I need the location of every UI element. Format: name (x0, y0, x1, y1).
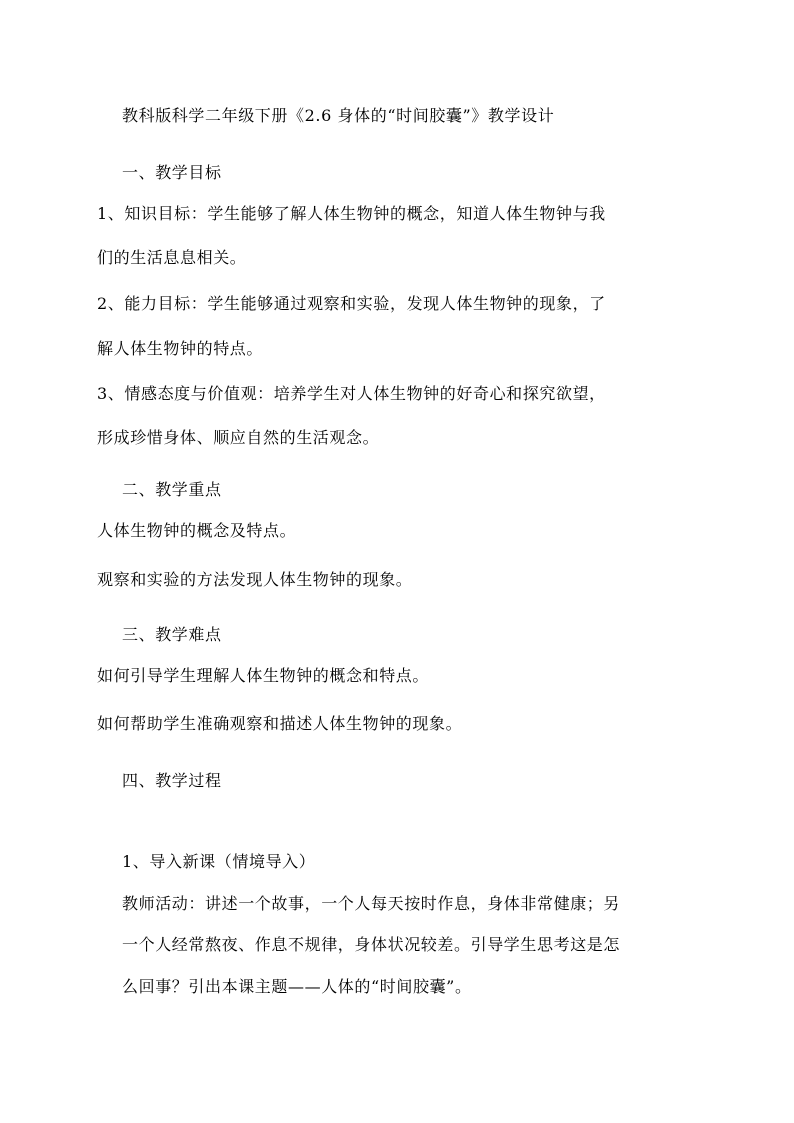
section-heading-difficulties: 三、教学难点 (122, 625, 222, 644)
section-heading-objectives: 一、教学目标 (122, 163, 222, 182)
document-title: 教科版科学二年级下册《2.6 身体的“时间胶囊”》教学设计 (122, 106, 555, 125)
difficulty-1: 如何引导学生理解人体生物钟的概念和特点。 (97, 666, 430, 685)
key-point-1: 人体生物钟的概念及特点。 (97, 521, 297, 540)
objective-3-line-2: 形成珍惜身体、顺应自然的生活观念。 (97, 428, 380, 447)
objective-1-line-1: 1、知识目标：学生能够了解人体生物钟的概念，知道人体生物钟与我 (97, 204, 606, 223)
objective-2-line-2: 解人体生物钟的特点。 (97, 339, 264, 358)
process-step-1-line-2: 一个人经常熬夜、作息不规律，身体状况较差。引导学生思考这是怎 (122, 935, 621, 954)
objective-3-line-1: 3、情感态度与价值观：培养学生对人体生物钟的好奇心和探究欲望， (97, 384, 606, 403)
section-heading-process: 四、教学过程 (122, 771, 222, 790)
difficulty-2: 如何帮助学生准确观察和描述人体生物钟的现象。 (97, 714, 463, 733)
process-step-1-heading: 1、导入新课（情境导入） (122, 852, 316, 871)
objective-1-line-2: 们的生活息息相关。 (97, 248, 247, 267)
section-heading-key-points: 二、教学重点 (122, 480, 222, 499)
process-step-1-line-3: 么回事？引出本课主题——人体的“时间胶囊”。 (122, 977, 472, 996)
objective-2-line-1: 2、能力目标：学生能够通过观察和实验，发现人体生物钟的现象，了 (97, 294, 606, 313)
key-point-2: 观察和实验的方法发现人体生物钟的现象。 (97, 570, 413, 589)
process-step-1-line-1: 教师活动：讲述一个故事，一个人每天按时作息，身体非常健康；另 (122, 894, 621, 913)
